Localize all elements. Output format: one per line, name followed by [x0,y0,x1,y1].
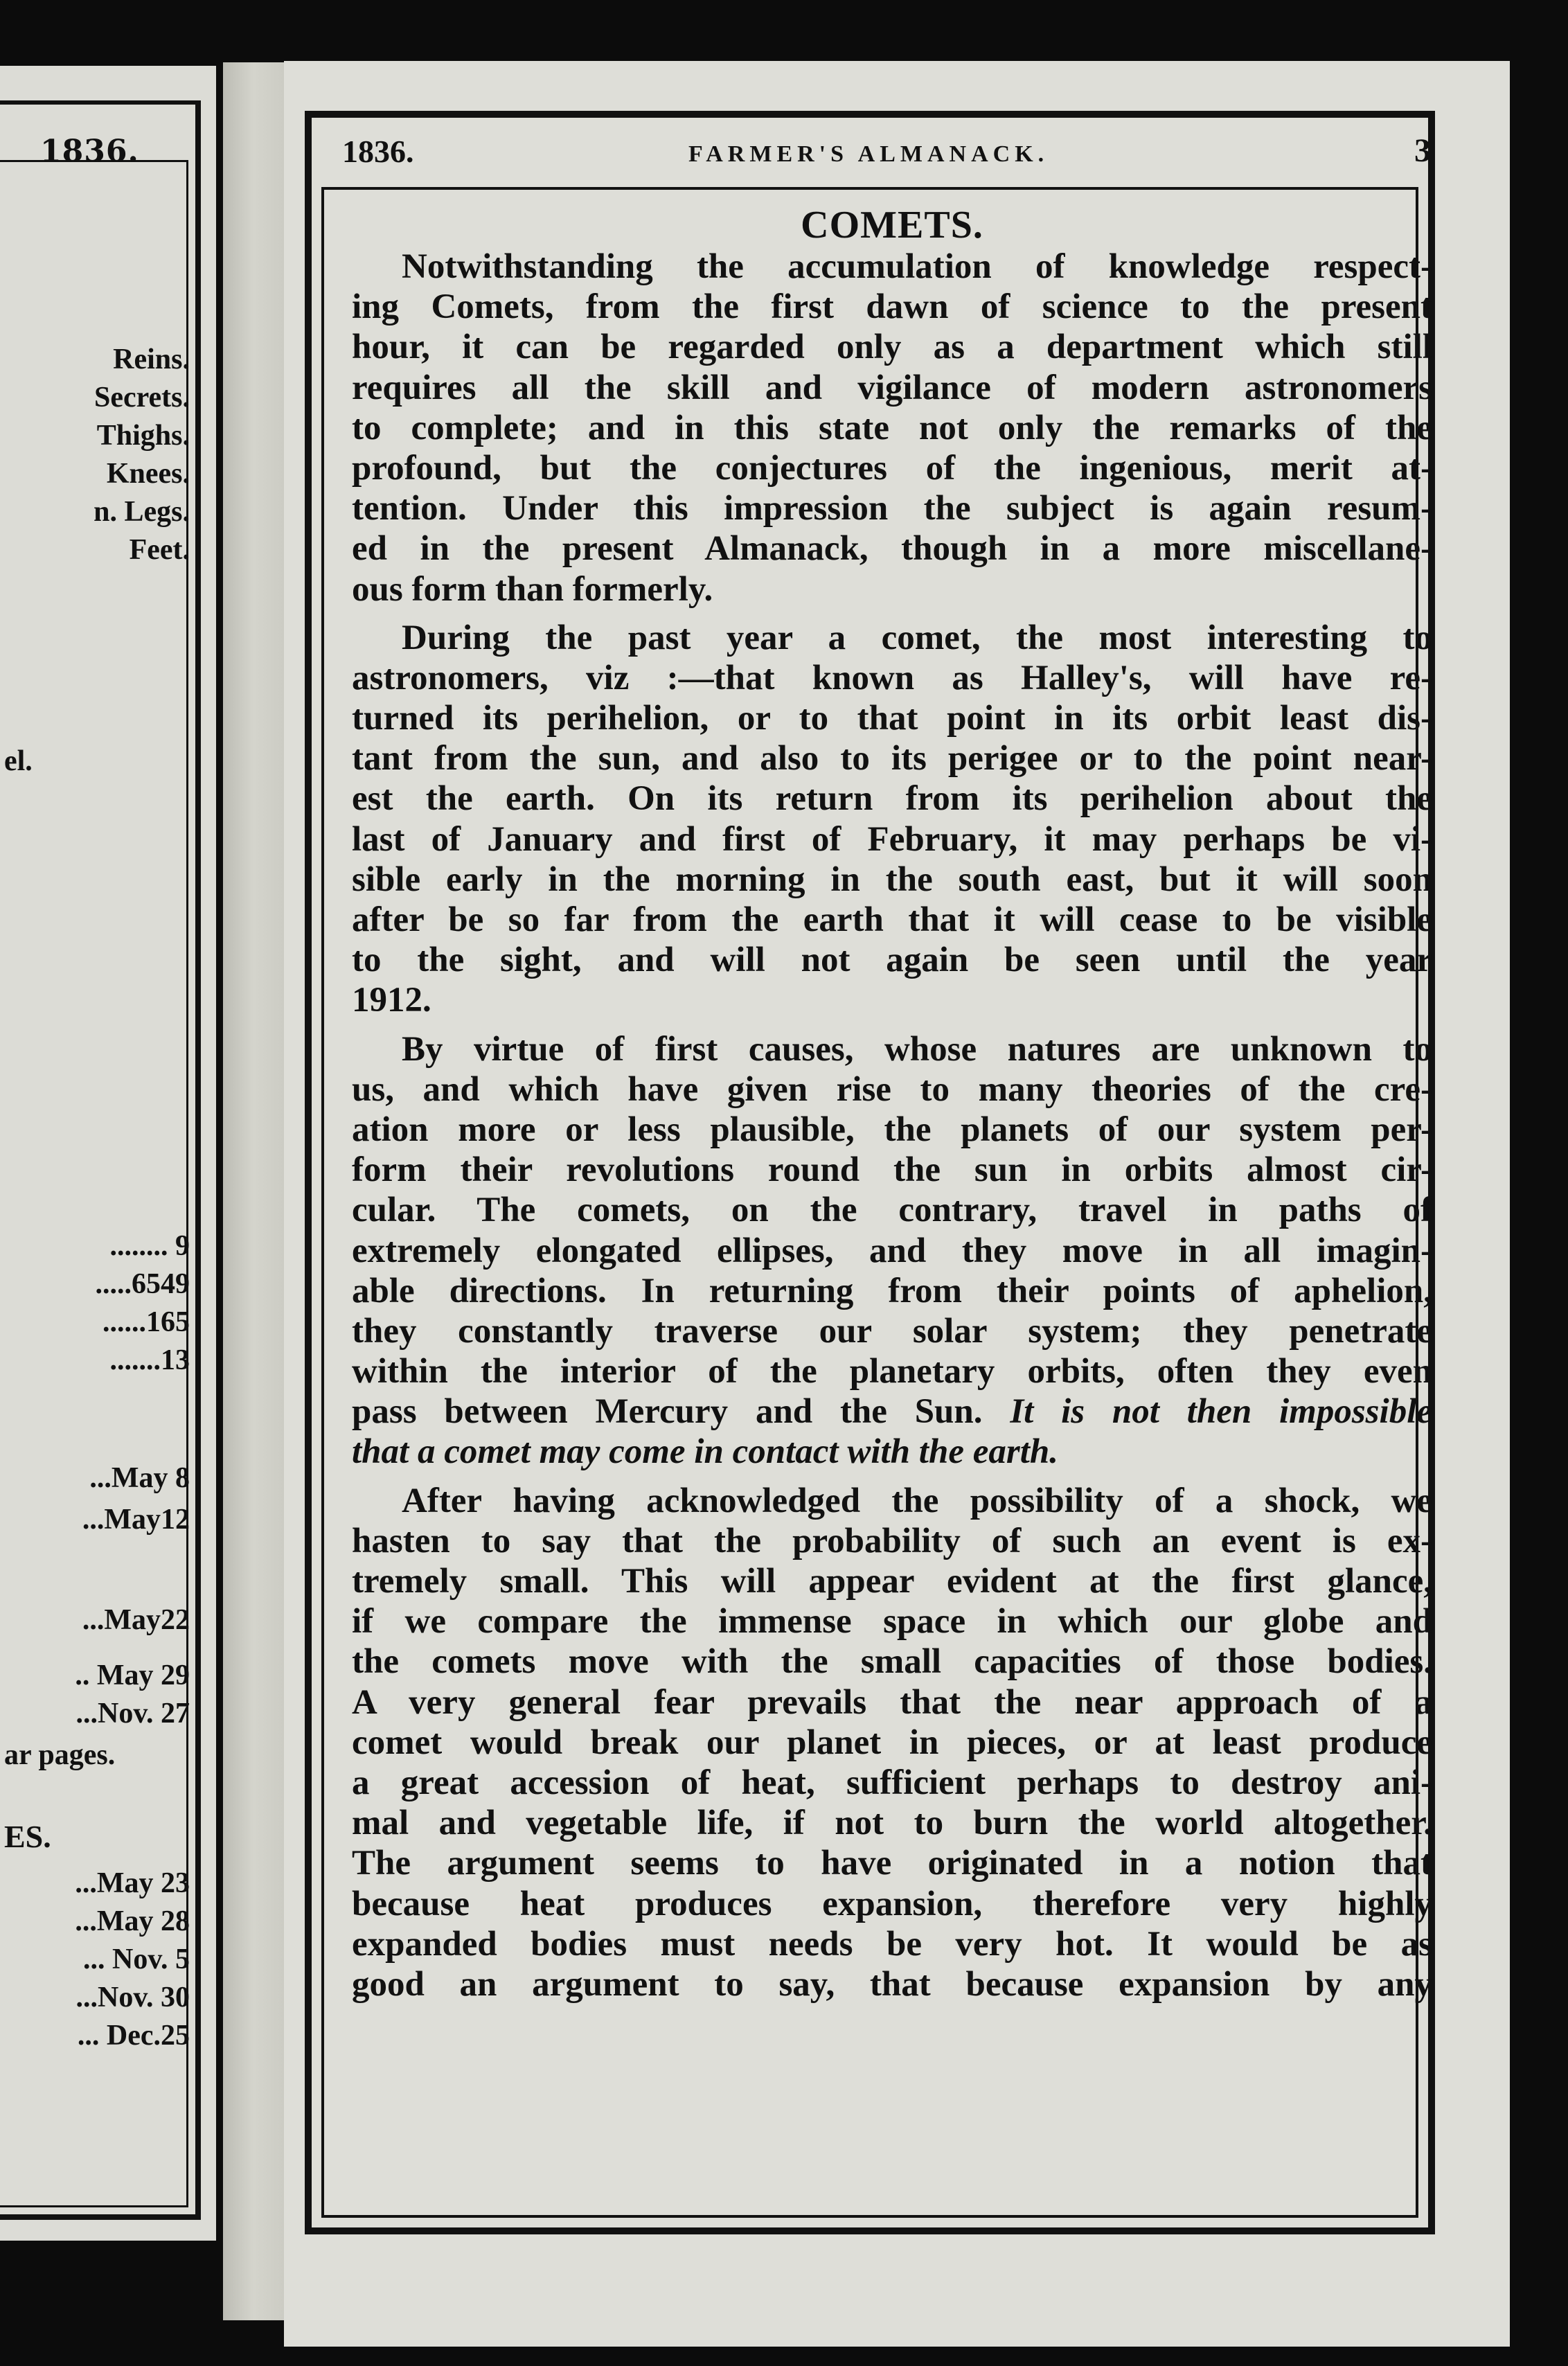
text-line: us, and which have given rise to many theories of the cre- [352,1069,1432,1109]
header-year: 1836. [342,134,414,169]
left-line: n. Legs. [93,496,190,528]
text-line: to the sight, and will not again be seen until the year [352,941,1432,980]
text-line: ation more or less plausible, the planets of our system per- [352,1110,1432,1149]
page-border-outer [305,111,1435,2234]
text-line: By virtue of first causes, whose natures are unknown to [402,1029,1432,1069]
text-line: profound, but the conjectures of the ingenious, merit at- [352,448,1432,488]
left-date: ES. [4,1819,51,1854]
left-date: ...Nov. 30 [75,1982,190,2013]
text-line: to complete; and in this state not only the remarks of the [352,408,1432,447]
text-line: mal and vegetable life, if not to burn the world altogether. [352,1804,1432,1843]
left-date: ...May22 [82,1604,190,1636]
text-line: ed in the present Almanack, though in a more miscellane- [352,529,1432,569]
left-line: Reins. [113,344,190,375]
page-border-inner [321,187,1433,2218]
text-line: form their revolutions round the sun in orbits almost cir- [352,1150,1432,1190]
plain-text: pass between Mercury and the Sun. [352,1392,1010,1432]
text-line: they constantly traverse our solar system; they penetrate [352,1311,1432,1351]
italic-text: It is not then impossible [1010,1392,1433,1432]
text-line: A very general fear prevails that the near approach of a [352,1682,1432,1722]
left-date: .. May 29 [75,1660,190,1691]
text-line: if we compare the immense space in which our globe and [352,1602,1432,1642]
text-line: hasten to say that the probability of such an event is ex- [352,1521,1432,1560]
text-line: cular. The comets, on the contrary, travel in paths of [352,1191,1432,1230]
text-line: the comets move with the small capacities of those bodies. [352,1642,1432,1682]
text-line: tention. Under this impression the subject is again resum- [352,489,1432,528]
italic-text: that a comet may come in contact with the earth. [352,1432,1058,1472]
running-head [328,125,1431,180]
text-line: expanded bodies must needs be very hot. It would be as [352,1924,1432,1964]
left-date: ...May 8 [89,1462,190,1494]
text-line: able directions. In returning from their points of aphelion, [352,1271,1432,1310]
text-line: comet would break our planet in pieces, or at least produce [352,1723,1432,1762]
text-line: Notwithstanding the accumulation of knowledge respect- [402,247,1432,286]
almanack-page [284,61,1510,2347]
left-line: el. [4,745,33,777]
left-date: ... Nov. 5 [82,1944,190,1975]
left-date: ...Nov. 27 [75,1698,190,1729]
text-line-italic [352,1432,1432,1472]
left-number: ........ 9 [109,1230,190,1262]
text-line: sible early in the morning in the south east, but it will soon [352,860,1432,899]
text-line: ous form than formerly. [352,569,713,609]
left-line: Secrets. [94,382,190,413]
text-line: because heat produces expansion, therefore very highly [352,1884,1432,1923]
header-title: FARMER'S ALMANACK. [688,141,1049,167]
left-page-year: 1836. [40,134,139,169]
article-heading: COMETS. [801,204,983,247]
left-date: ...May 28 [75,1905,190,1937]
page-number: 3 [1414,132,1431,169]
left-date: ar pages. [4,1739,116,1771]
text-line: a great accession of heat, sufficient perhaps to destroy ani- [352,1763,1432,1802]
left-page-border [0,100,201,2220]
text-line: after be so far from the earth that it will cease to be visible [352,900,1432,939]
text-line: tant from the sun, and also to its perigee or to the point near- [352,739,1432,779]
paragraph-2 [352,618,1432,1021]
left-line: Thighs. [96,420,190,452]
paragraph-4 [352,1481,1432,2004]
text-line: extremely elongated ellipses, and they move in all imagin- [352,1231,1432,1270]
text-line: within the interior of the planetary orbits, often they even [352,1352,1432,1391]
left-line: Feet. [129,534,190,566]
left-facing-page [0,66,216,2241]
paragraph-3 [352,1029,1432,1473]
left-date: ...May12 [82,1504,190,1536]
text-line: After having acknowledged the possibility of a shock, we [402,1481,1432,1520]
text-line: tremely small. This will appear evident at the first glance, [352,1562,1432,1601]
text-line: hour, it can be regarded only as a department which still [352,328,1432,367]
text-line: good an argument to say, that because expansion by any [352,1964,1432,2004]
text-line: last of January and first of February, it may perhaps be vi- [352,819,1432,859]
text-line: 1912. [352,981,431,1020]
text-line: ing Comets, from the first dawn of science to the present [352,287,1432,327]
left-line: Knees. [106,458,190,490]
text-line: The argument seems to have originated in a notion that [352,1844,1432,1883]
text-line: requires all the skill and vigilance of modern astronomers [352,368,1432,407]
left-date: ... Dec.25 [77,2020,190,2052]
paragraph-1 [352,247,1432,610]
text-line-mixed [352,1391,1432,1432]
text-line: turned its perihelion, or to that point in its orbit least dis- [352,699,1432,738]
left-date: ...May 23 [75,1867,190,1899]
text-line: astronomers, viz :—that known as Halley's, will have re- [352,658,1432,697]
left-number: .....6549 [95,1268,190,1300]
left-number: .......13 [109,1344,190,1376]
article-body [352,204,1432,2004]
text-line: During the past year a comet, the most interesting to [402,618,1432,657]
text-line: est the earth. On its return from its perihelion about the [352,779,1432,819]
left-number: ......165 [103,1306,190,1338]
